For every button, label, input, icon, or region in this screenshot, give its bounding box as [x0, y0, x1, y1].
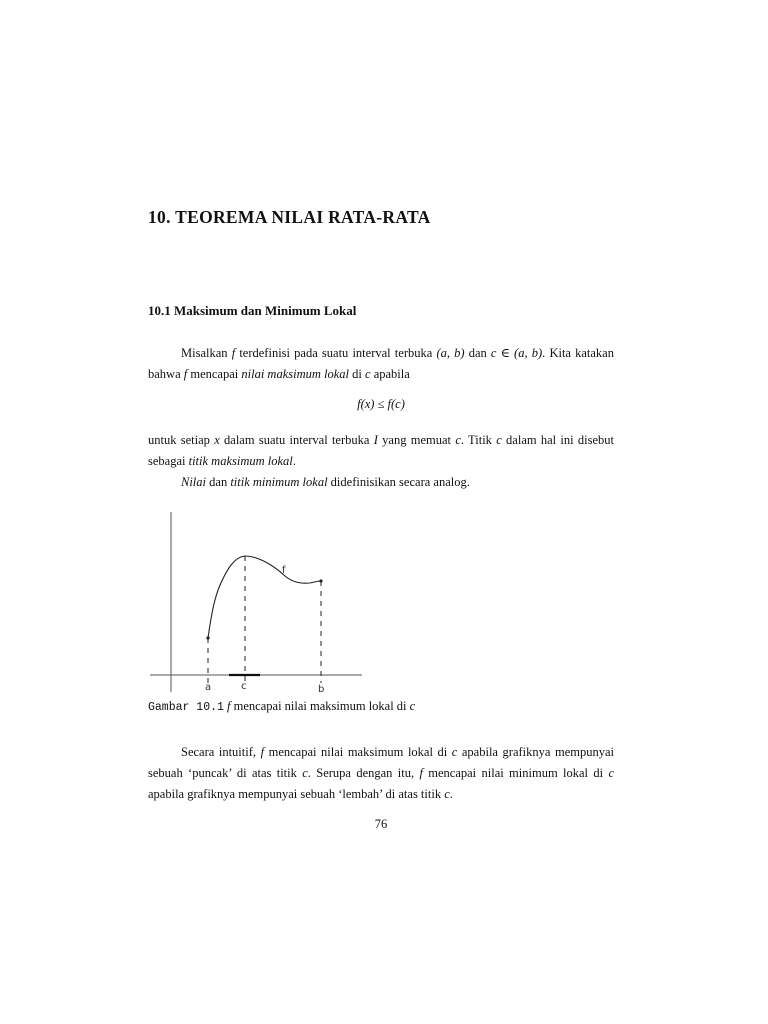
text: didefinisikan secara analog.	[327, 475, 470, 489]
curve-f	[208, 556, 321, 638]
figure-local-maximum	[140, 505, 370, 697]
math-c: c	[444, 787, 450, 801]
term-value: Nilai	[181, 475, 207, 489]
formula-inequality	[148, 397, 614, 412]
text: dan	[464, 346, 491, 360]
text: apabila grafiknya mempunyai sebuah ‘puncak’ di atas titik	[148, 745, 614, 780]
text: Secara intuitif,	[181, 745, 261, 759]
section-title: 10.1 Maksimum dan Minimum Lokal	[148, 303, 357, 318]
text: mencapai	[187, 367, 242, 381]
text: dalam suatu interval terbuka	[219, 433, 374, 447]
math-c: c	[451, 745, 458, 759]
text: di	[349, 367, 365, 381]
math-f: f	[260, 745, 265, 759]
tick-label-c: c	[241, 681, 247, 692]
text: yang memuat	[377, 433, 456, 447]
text: . Serupa dengan itu,	[307, 766, 420, 780]
math-f: f	[183, 367, 188, 381]
caption-text: mencapai nilai maksimum lokal di	[230, 699, 410, 713]
term-local-max-point: titik maksimum lokal	[188, 454, 293, 468]
math-f: f	[231, 346, 236, 360]
term-local-max-value: nilai maksimum lokal	[241, 367, 350, 381]
math-c: c	[409, 699, 416, 713]
math-c: c	[302, 766, 308, 780]
math-f: f	[227, 699, 231, 713]
page-number: 76	[374, 817, 388, 831]
math-x: x	[214, 433, 220, 447]
text: mencapai nilai maksimum lokal di	[264, 745, 452, 759]
text: mencapai nilai minimum lokal di	[422, 766, 609, 780]
math-c: c	[496, 433, 502, 447]
math-f: f	[419, 766, 423, 780]
math-c: c	[608, 766, 614, 780]
paragraph-definition	[148, 343, 614, 385]
chapter-title: 10. TEOREMA NILAI RATA-RATA	[148, 207, 431, 227]
math-c: c	[455, 433, 461, 447]
tick-label-b: b	[318, 684, 325, 695]
curve-label-f: f	[282, 565, 286, 576]
text: apabila	[370, 367, 410, 381]
tick-label-a: a	[205, 682, 212, 693]
math-interval: (a, b)	[436, 346, 465, 360]
text: terdefinisi pada suatu interval terbuka	[235, 346, 437, 360]
math-I: I	[373, 433, 378, 447]
math-c-in-interval: c ∈ (a, b)	[490, 346, 543, 360]
text: untuk setiap	[148, 433, 215, 447]
text: . Kita katakan bahwa	[148, 346, 614, 381]
term-local-min-point: titik minimum lokal	[230, 475, 328, 489]
text: apabila grafiknya mempunyai sebuah ‘lembah’ di atas titik	[148, 787, 445, 801]
text: .	[292, 454, 296, 468]
text: . Titik	[460, 433, 497, 447]
text: .	[449, 787, 453, 801]
text: Misalkan	[181, 346, 232, 360]
caption-label: Gambar 10.1	[148, 701, 224, 714]
paragraph-intuition	[148, 742, 614, 805]
math-c: c	[365, 367, 371, 381]
text: dan	[206, 475, 231, 489]
figure-caption	[148, 699, 415, 714]
formula-text: f(x) ≤ f(c)	[357, 397, 405, 411]
text: dalam hal ini disebut sebagai	[148, 433, 614, 468]
paragraph-local-max-point	[148, 430, 614, 493]
